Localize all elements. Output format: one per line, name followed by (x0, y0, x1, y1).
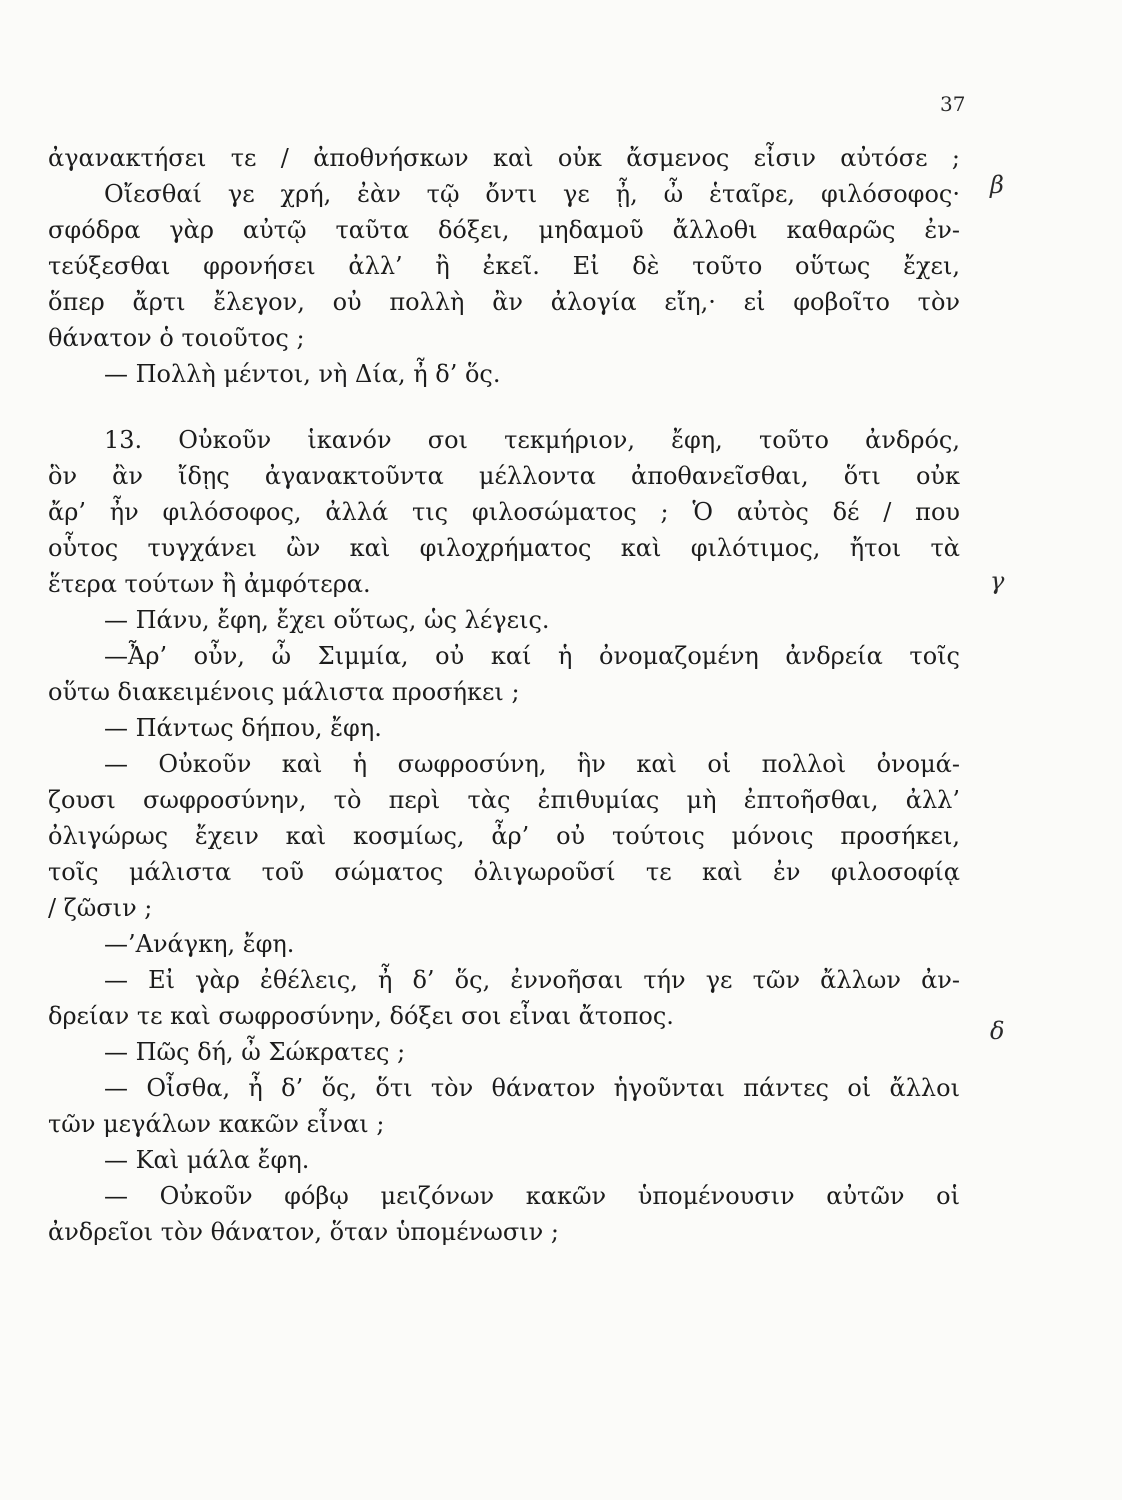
text-line: τεύξεσθαι φρονήσει ἀλλ’ ἢ ἐκεῖ. Εἰ δὲ τοῦτο οὕτως ἔχει, (48, 252, 960, 280)
text-line: —’Ανάγκη, ἔφη. (104, 930, 295, 958)
text-line: ἕτερα τούτων ἢ ἀμφότερα. (48, 570, 371, 598)
paragraph-gap (48, 392, 960, 422)
text-line: ὃν ἂν ἴδῃς ἀγανακτοῦντα μέλλοντα ἀποθανεῖσθαι, ὅτι οὐκ (48, 462, 960, 490)
text-line: — Οὐκοῦν φόβῳ μειζόνων κακῶν ὑπομένουσιν αὐτῶν οἱ (104, 1182, 960, 1210)
text-line: ὀλιγώρως ἔχειν καὶ κοσμίως, ἆρ’ οὐ τούτοις μόνοις προσήκει, (48, 822, 960, 850)
text-line: ἀνδρεῖοι τὸν θάνατον, ὅταν ὑπομένωσιν ; (48, 1218, 559, 1246)
text-line: Οἴεσθαί γε χρή, ἐὰν τῷ ὄντι γε ᾖ, ὦ ἑταῖρε, φιλόσοφος· (104, 180, 960, 208)
text-line: ζουσι σωφροσύνην, τὸ περὶ τὰς ἐπιθυμίας μὴ ἐπτοῆσθαι, ἀλλ’ (48, 786, 960, 814)
text-line: οὕτω διακειμένοις μάλιστα προσήκει ; (48, 678, 520, 706)
text-line: 13. Οὐκοῦν ἱκανόν σοι τεκμήριον, ἔφη, τοῦτο ἀνδρός, (104, 426, 960, 454)
text-line: — Πάνυ, ἔφη, ἔχει οὕτως, ὡς λέγεις. (104, 606, 550, 634)
text-line: δρείαν τε καὶ σωφροσύνην, δόξει σοι εἶναι ἄτοπος. (48, 1002, 674, 1030)
text-line: — Οὐκοῦν καὶ ἡ σωφροσύνη, ἣν καὶ οἱ πολλοὶ ὀνομά- (104, 750, 960, 778)
text-line: —Ἆρ’ οὖν, ὦ Σιμμία, οὐ καί ἡ ὀνομαζομένη ἀνδρεία τοῖς (104, 642, 960, 670)
text-line: — Εἰ γὰρ ἐθέλεις, ἦ δ’ ὅς, ἐννοῆσαι τήν γε τῶν ἄλλων ἀν- (104, 966, 960, 994)
margin-note-delta: δ (990, 1017, 1005, 1045)
margin-note-gamma: γ (990, 567, 1005, 595)
text-line: οὗτος τυγχάνει ὢν καὶ φιλοχρήματος καὶ φιλότιμος, ἤτοι τὰ (48, 534, 960, 562)
text-line: / ζῶσιν ; (48, 894, 153, 922)
text-line: ὅπερ ἄρτι ἔλεγον, οὐ πολλὴ ἂν ἀλογία εἴη,· εἰ φοβοῖτο τὸν (48, 288, 960, 316)
text-line: — Πολλὴ μέντοι, νὴ Δία, ἦ δ’ ὅς. (104, 360, 501, 388)
text-line: θάνατον ὁ τοιοῦτος ; (48, 324, 305, 352)
text-line: — Οἶσθα, ἦ δ’ ὅς, ὅτι τὸν θάνατον ἡγοῦνται πάντες οἱ ἄλλοι (104, 1074, 960, 1102)
margin-note-beta: β (990, 171, 1004, 199)
text-line: — Καὶ μάλα ἔφη. (104, 1146, 310, 1174)
text-line: σφόδρα γὰρ αὐτῷ ταῦτα δόξει, μηδαμοῦ ἄλλοθι καθαρῶς ἐν- (48, 216, 960, 244)
text-line: ἄρ’ ἦν φιλόσοφος, ἀλλά τις φιλοσώματος ; Ὁ αὐτὸς δέ / που (48, 498, 960, 526)
text-line: τοῖς μάλιστα τοῦ σώματος ὀλιγωροῦσί τε καὶ ἐν φιλοσοφίᾳ (48, 858, 960, 886)
page-number: 37 (940, 92, 966, 116)
text-line: ἀγανακτήσει τε / ἀποθνήσκων καὶ οὐκ ἄσμενος εἶσιν αὐτόσε ; (48, 144, 960, 172)
text-line: — Πάντως δήπου, ἔφη. (104, 714, 382, 742)
text-line: — Πῶς δή, ὦ Σώκρατες ; (104, 1038, 406, 1066)
text-line: τῶν μεγάλων κακῶν εἶναι ; (48, 1110, 385, 1138)
main-text (48, 140, 960, 1250)
